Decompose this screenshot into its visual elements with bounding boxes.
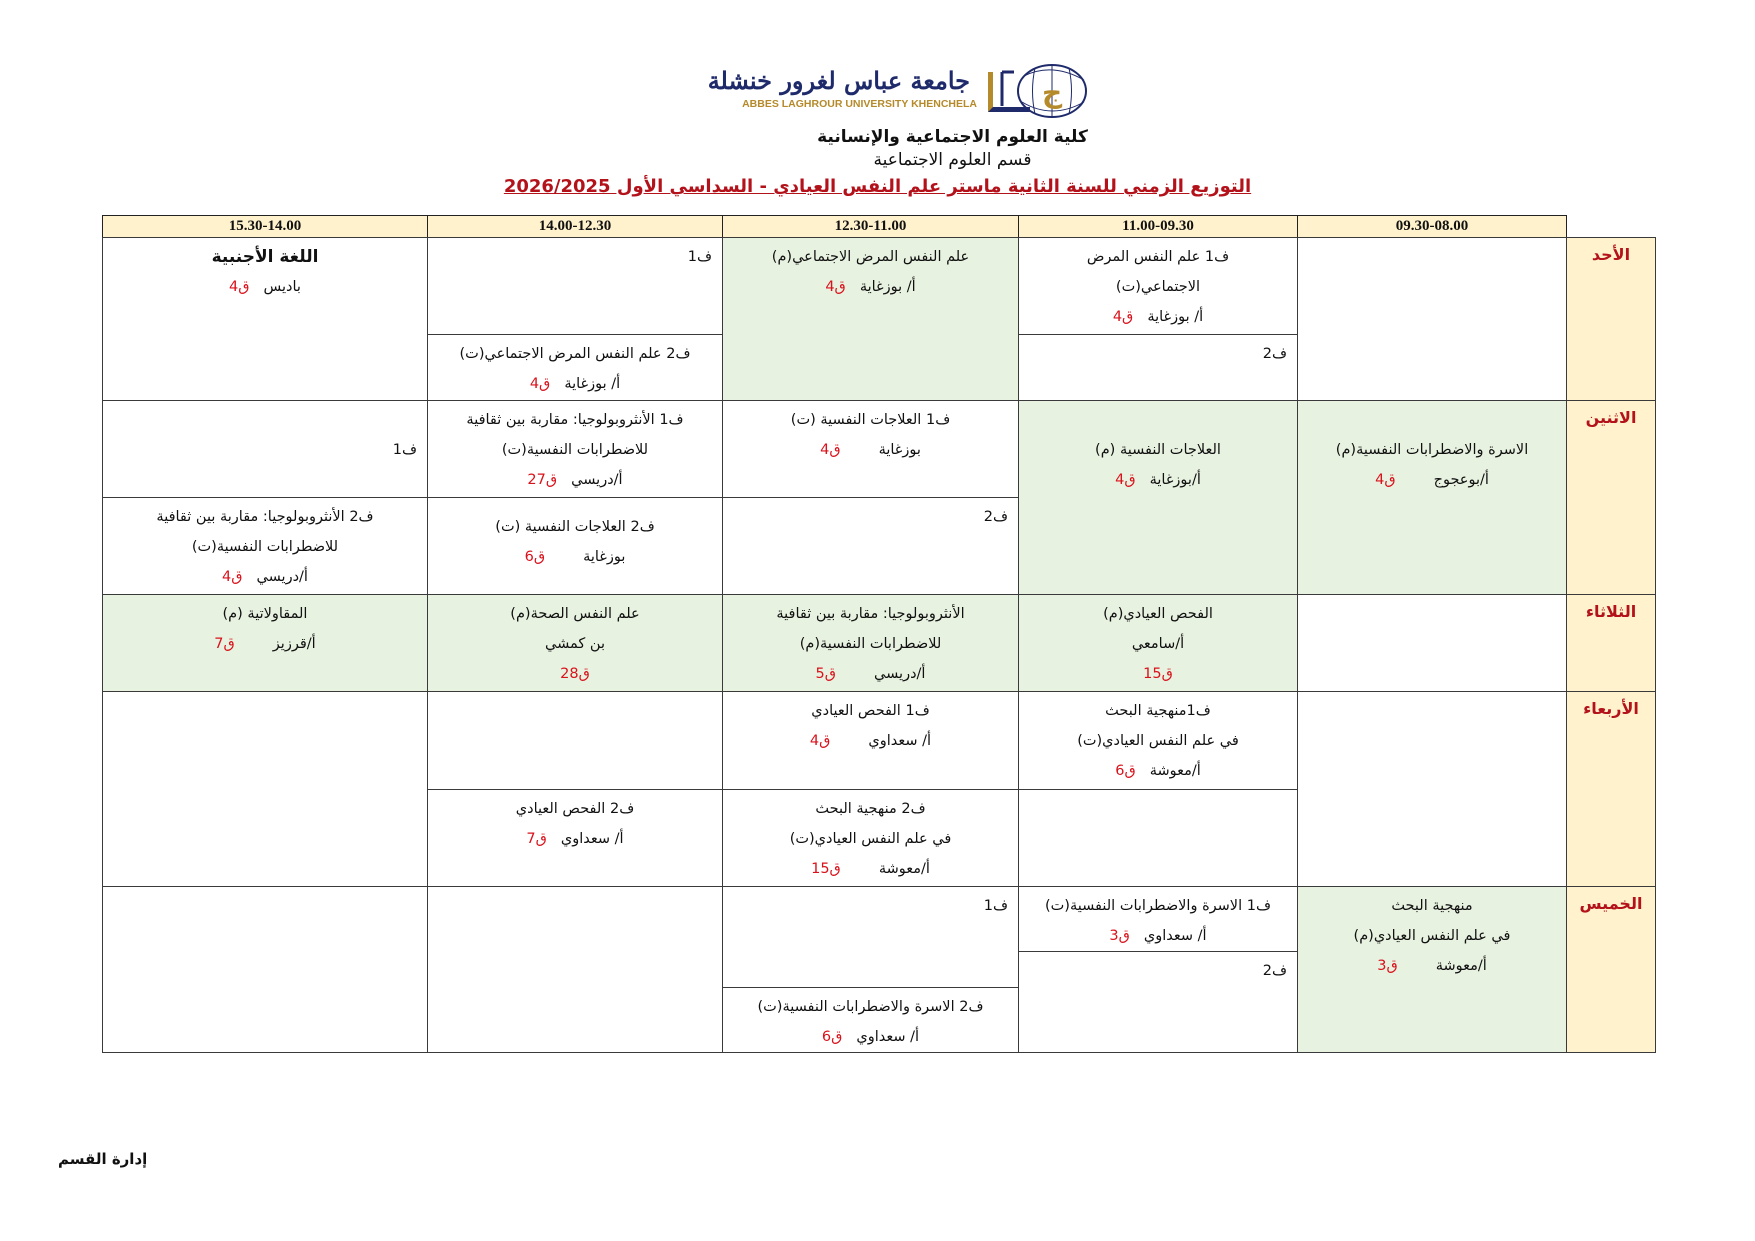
room: ق6 [524,549,546,565]
room: ق15 [1143,666,1173,682]
sunday-slot-2-group-1 [1018,237,1298,335]
group-label: ف2 [983,509,1008,525]
day-monday: الاثنين [1566,400,1656,595]
sunday-slot-5 [102,237,428,401]
room: ق4 [222,569,243,585]
monday-slot-3-group-1 [722,400,1019,498]
teacher: أ/بوعجوج [1433,472,1489,488]
column-header-slot-4: 14.00-12.30 [427,215,723,238]
day-sunday: الأحد [1566,237,1656,401]
teacher: باديس [263,279,301,295]
room: ق6 [1115,763,1136,779]
monday-slot-4-group-2 [427,497,723,595]
course-name: ف1 الأنثروبولوجيا: مقاربة بين ثقافية [466,412,684,428]
thursday-slot-5-empty [102,886,428,1053]
wednesday-slot-1-empty [1297,691,1567,887]
course-name-cont: للاضطرابات النفسية(م) [799,636,942,652]
room: ق4 [820,442,841,458]
day-wednesday: الأربعاء [1566,691,1656,887]
thursday-slot-2-group-1 [1018,886,1298,952]
monday-slot-3-group-2 [722,497,1019,595]
course-name-cont: الاجتماعي(ت) [1115,279,1201,295]
teacher: أ/معوشة [1149,763,1201,779]
monday-slot-4-group-1 [427,400,723,498]
course-name: الأنثروبولوجيا: مقاربة بين ثقافية [776,606,965,622]
course-name-cont: في علم النفس العيادي(ت) [789,831,952,847]
teacher: أ/ بوزغاية [564,376,621,392]
monday-slot-2-lecture [1018,400,1298,595]
course-name: ف2 الأنثروبولوجيا: مقاربة بين ثقافية [156,509,374,525]
course-name: الاسرة والاضطرابات النفسية(م) [1335,442,1529,458]
tuesday-slot-5-lecture [102,594,428,692]
sunday-slot-1-empty [1297,237,1567,401]
sunday-slot-2-group-2 [1018,334,1298,401]
teacher: أ/ سعداوي [856,1029,920,1045]
teacher: بوزغاية [583,549,626,565]
teacher: أ/معوشة [878,861,930,877]
logo-english-name: ABBES LAGHROUR UNIVERSITY KHENCHELA [742,98,977,110]
teacher: أ/ سعداوي [1143,928,1207,944]
room: ق4 [809,733,831,749]
thursday-slot-3-group-1 [722,886,1019,988]
wednesday-slot-4-group-2 [427,789,723,887]
svg-text:ج: ج [1042,76,1063,109]
course-name: الفحص العيادي(م) [1103,606,1213,622]
course-name: ف2 علم النفس المرض الاجتماعي(ت) [459,346,691,362]
wednesday-slot-2-group-2-empty [1018,789,1298,887]
tuesday-slot-2-lecture [1018,594,1298,692]
teacher: أ/ سعداوي [560,831,624,847]
room: ق4 [529,376,551,392]
course-name: منهجية البحث [1391,898,1473,914]
room: ق4 [825,279,846,295]
room: ق4 [1375,472,1396,488]
tuesday-slot-1-empty [1297,594,1567,692]
logo-arabic-name: جامعة عباس لغرور خنشلة [707,66,970,95]
room: ق28 [560,666,590,682]
thursday-slot-2-group-2 [1018,951,1298,1053]
group-label: ف1 [687,249,712,265]
column-header-slot-3: 12.30-11.00 [722,215,1019,238]
teacher: أ/دريسي [256,569,308,585]
monday-slot-5-group-1 [102,400,428,498]
teacher: أ/سامعي [1131,636,1185,652]
course-name: ف1 العلاجات النفسية (ت) [790,412,951,428]
course-name-cont: في علم النفس العيادي(ت) [1077,733,1239,749]
room: ق3 [1377,958,1398,974]
sunday-slot-4-group-1 [427,237,723,335]
course-name-cont: للاضطرابات النفسية(ت) [501,442,649,458]
teacher: بوزغاية [878,442,921,458]
column-header-slot-1: 09.30-08.00 [1297,215,1567,238]
monday-slot-5-group-2 [102,497,428,595]
course-name: ف2 منهجية البحث [815,801,926,817]
course-name-cont: للاضطرابات النفسية(ت) [191,539,339,555]
room: ق4 [229,279,250,295]
course-name: المقاولاتية (م) [222,606,308,622]
thursday-slot-3-group-2 [722,987,1019,1053]
teacher: أ/ بوزغاية [859,279,916,295]
page-title [0,176,1755,197]
teacher: أ/دريسي [874,666,926,682]
course-name-cont: في علم النفس العيادي(م) [1353,928,1511,944]
room: ق4 [1115,472,1136,488]
room: ق4 [1112,309,1134,325]
course-name: العلاجات النفسية (م) [1095,442,1221,458]
room: ق27 [527,472,558,488]
room: ق15 [811,861,841,877]
wednesday-slot-4-group-1-empty [427,691,723,790]
room: ق7 [526,831,547,847]
course-name: علم النفس المرض الاجتماعي(م) [771,249,970,265]
group-label: ف1 [983,898,1008,914]
course-name: اللغة الأجنبية [211,247,319,267]
group-label: ف2 [1262,346,1287,362]
teacher: أ/بوزغاية [1149,472,1201,488]
group-label: ف1 [392,442,417,458]
room: ق3 [1109,928,1130,944]
thursday-slot-4-empty [427,886,723,1053]
column-header-slot-2: 11.00-09.30 [1018,215,1298,238]
course-name: علم النفس الصحة(م) [510,606,640,622]
wednesday-slot-2-group-1 [1018,691,1298,790]
teacher: بن كمشي [545,636,605,652]
department-name: قسم العلوم الاجتماعية [873,150,1032,170]
day-tuesday: الثلاثاء [1566,594,1656,692]
group-label: ف2 [1262,963,1287,979]
course-name: ف2 الاسرة والاضطرابات النفسية(ت) [757,999,984,1015]
course-name: ف1منهجية البحث [1105,703,1211,719]
teacher: أ/قرزيز [272,636,316,652]
course-name: ف2 العلاجات النفسية (ت) [495,519,655,535]
room: ق5 [815,666,837,682]
teacher: أ/معوشة [1435,958,1487,974]
room: ق7 [214,636,235,652]
wednesday-slot-5-empty [102,691,428,887]
sunday-slot-4-group-2 [427,334,723,401]
course-name: ف1 الفحص العيادي [811,703,930,719]
thursday-slot-1-lecture [1297,886,1567,1053]
page-title-text: التوزيع الزمني للسنة الثانية ماستر علم النفس العيادي - السداسي الأول 2026/2025 [503,176,1252,197]
department-signature: إدارة القسم [58,1150,148,1168]
column-header-slot-5: 15.30-14.00 [102,215,428,238]
wednesday-slot-3-group-2 [722,789,1019,887]
university-logo [690,62,1090,122]
monday-slot-1-lecture [1297,400,1567,595]
teacher: أ/ سعداوي [868,733,932,749]
wednesday-slot-3-group-1 [722,691,1019,790]
faculty-name: كلية العلوم الاجتماعية والإنسانية [817,127,1088,147]
tuesday-slot-4-lecture [427,594,723,692]
teacher: أ/دريسي [571,472,623,488]
course-name: ف1 علم النفس المرض [1086,249,1230,265]
university-emblem-icon [980,62,1090,120]
sunday-slot-3-lecture [722,237,1019,401]
course-name: ف2 الفحص العيادي [515,801,635,817]
tuesday-slot-3-lecture [722,594,1019,692]
room: ق6 [821,1029,843,1045]
course-name: ف1 الاسرة والاضطرابات النفسية(ت) [1045,898,1271,914]
day-thursday: الخميس [1566,886,1656,1053]
teacher: أ/ بوزغاية [1147,309,1204,325]
